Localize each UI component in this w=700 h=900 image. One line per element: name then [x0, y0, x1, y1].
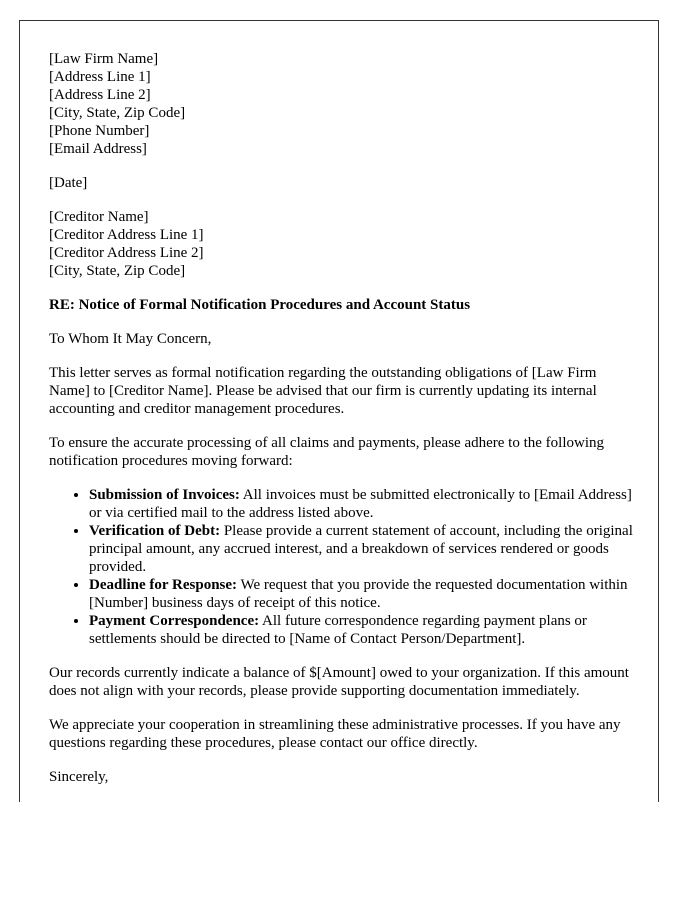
- procedure-list: [49, 486, 639, 648]
- body-paragraph-2: To ensure the accurate processing of all claims and payments, please adhere to the following notification procedures moving forward:: [49, 435, 604, 469]
- list-item: [89, 522, 639, 576]
- recipient-city-state-zip: [City, State, Zip Code]: [49, 263, 186, 279]
- subject-line: RE: Notice of Formal Notification Procedures and Account Status: [49, 297, 471, 313]
- list-item-label: Payment Correspondence:: [89, 613, 260, 629]
- sender-address-line-1: [Address Line 1]: [49, 69, 151, 85]
- list-item: [89, 612, 639, 648]
- sender-firm-name: [Law Firm Name]: [49, 51, 159, 67]
- salutation: To Whom It May Concern,: [49, 331, 212, 347]
- body-paragraph-4: We appreciate your cooperation in streamlining these administrative processes. If you have any questions regarding these procedures, please contact our office directly.: [49, 717, 621, 751]
- list-item-text: All future correspondence regarding payment plans or settlements should be directed to [Name of Contact Person/Department].: [89, 613, 587, 647]
- closing: Sincerely,: [49, 769, 109, 785]
- list-item: [89, 576, 639, 612]
- sender-address-block: [49, 50, 639, 158]
- list-item-text: Please provide a current statement of account, including the original principal amount, any accrued interest, and a breakdown of services rendered or goods provided.: [89, 523, 633, 575]
- date-block: [49, 174, 639, 192]
- sender-email: [Email Address]: [49, 141, 147, 157]
- list-item: [89, 486, 639, 522]
- list-item-label: Deadline for Response:: [89, 577, 238, 593]
- recipient-address-block: [49, 208, 639, 280]
- body-paragraph-1: This letter serves as formal notification regarding the outstanding obligations of [Law Firm Name] to [Creditor Name]. Please be advised that our firm is currently updating its internal accounting and creditor management procedures.: [49, 365, 597, 417]
- recipient-address-line-2: [Creditor Address Line 2]: [49, 245, 204, 261]
- list-item-label: Submission of Invoices:: [89, 487, 240, 503]
- body-paragraph-3: Our records currently indicate a balance of $[Amount] owed to your organization. If this amount does not align with your records, please provide supporting documentation immediately.: [49, 665, 629, 699]
- sender-city-state-zip: [City, State, Zip Code]: [49, 105, 186, 121]
- letter-date: [Date]: [49, 175, 88, 191]
- letter-page: [19, 20, 659, 802]
- sender-address-line-2: [Address Line 2]: [49, 87, 151, 103]
- recipient-name: [Creditor Name]: [49, 209, 149, 225]
- list-item-label: Verification of Debt:: [89, 523, 221, 539]
- letter-content: [49, 50, 639, 802]
- sender-phone: [Phone Number]: [49, 123, 150, 139]
- list-item-text: We request that you provide the requested documentation within [Number] business days of receipt of this notice.: [89, 577, 628, 611]
- list-item-text: All invoices must be submitted electronically to [Email Address] or via certified mail to the address listed above.: [89, 487, 632, 521]
- recipient-address-line-1: [Creditor Address Line 1]: [49, 227, 204, 243]
